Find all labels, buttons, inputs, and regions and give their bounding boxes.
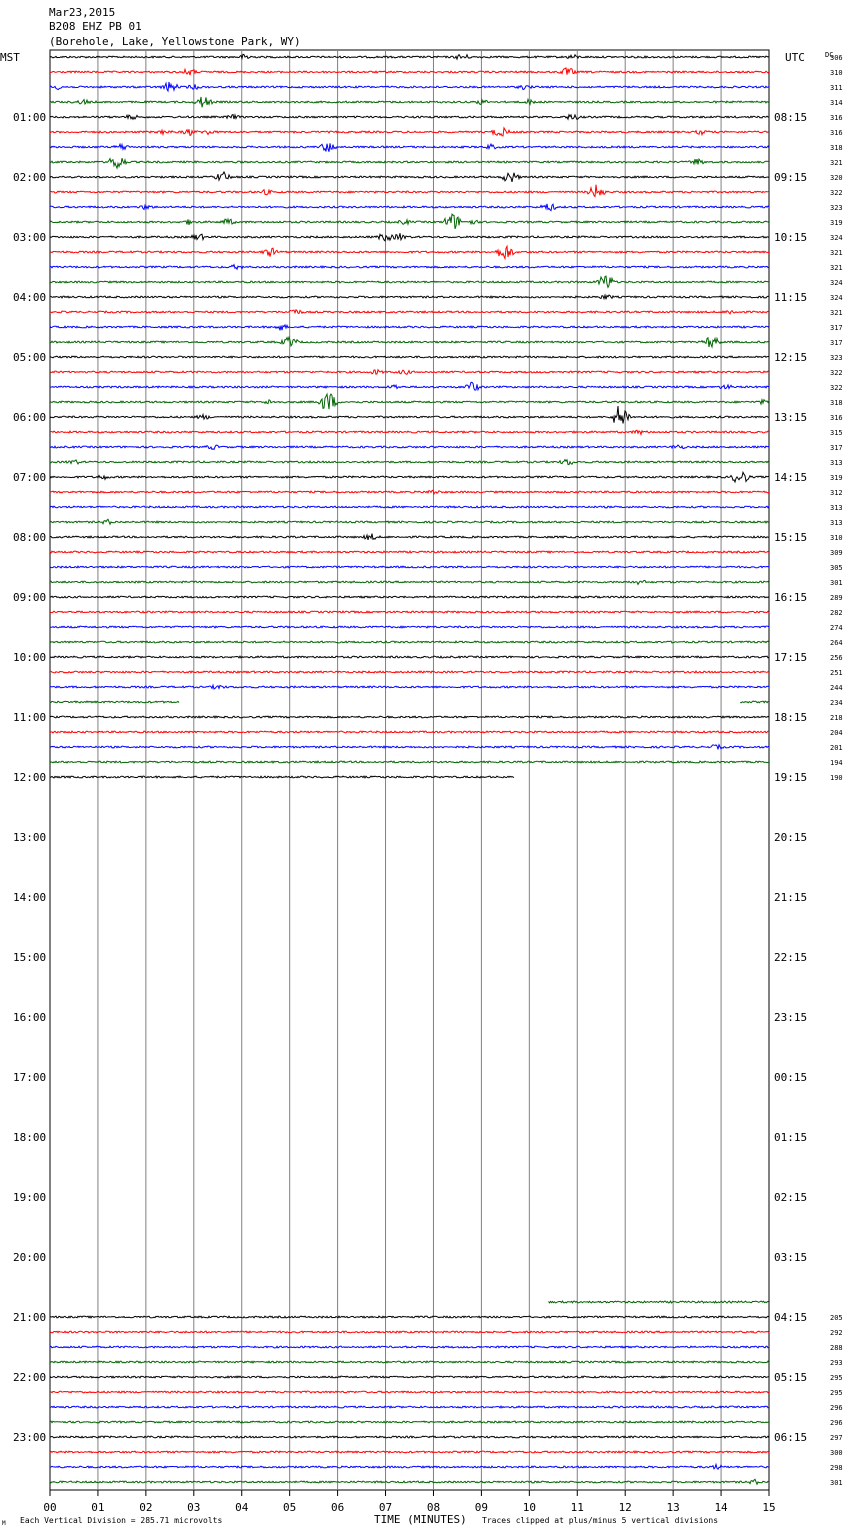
- seismic-trace: [50, 158, 769, 168]
- dc-value-label: 318: [830, 144, 843, 152]
- mst-hour-label: 09:00: [13, 591, 47, 604]
- x-tick-label: 09: [474, 1501, 489, 1514]
- x-tick-label: 07: [378, 1501, 393, 1514]
- utc-hour-label: 17:15: [774, 651, 808, 664]
- seismic-trace: [50, 1331, 769, 1333]
- utc-hour-label: 03:15: [774, 1251, 808, 1264]
- seismic-trace: [50, 701, 179, 703]
- seismic-trace: [50, 185, 769, 197]
- trace-group: [50, 54, 769, 1484]
- seismic-trace: [50, 685, 769, 689]
- seismic-trace: [50, 534, 769, 540]
- dc-value-label: 296: [830, 1419, 843, 1427]
- dc-value-label: 205: [830, 1314, 843, 1322]
- utc-hour-label: 22:15: [774, 951, 808, 964]
- seismic-trace: [50, 68, 769, 75]
- mst-hour-label: 21:00: [13, 1311, 47, 1324]
- corner-mark: M: [2, 1520, 6, 1527]
- seismic-trace: [50, 394, 769, 409]
- dc-value-label: 323: [830, 204, 843, 212]
- mst-hour-label: 11:00: [13, 711, 47, 724]
- dc-value-label: 324: [830, 294, 843, 302]
- dc-value-label: 322: [830, 189, 843, 197]
- mst-hour-label: 07:00: [13, 471, 47, 484]
- dc-value-label: 316: [830, 114, 843, 122]
- dc-value-label: 300: [830, 1449, 843, 1457]
- seismic-trace: [50, 445, 769, 449]
- utc-hour-label: 08:15: [774, 111, 808, 124]
- seismic-trace: [50, 82, 769, 91]
- x-axis: [43, 1490, 775, 1514]
- mst-hour-label: 10:00: [13, 651, 47, 664]
- x-tick-label: 03: [187, 1501, 201, 1514]
- dc-value-labels: [830, 54, 843, 1487]
- mst-hour-label: 23:00: [13, 1431, 47, 1444]
- utc-hour-label: 04:15: [774, 1311, 808, 1324]
- dc-value-label: 295: [830, 1374, 843, 1382]
- dc-value-label: 264: [830, 639, 843, 647]
- dc-value-label: 322: [830, 369, 843, 377]
- seismic-trace: [50, 551, 769, 553]
- x-tick-label: 05: [283, 1501, 297, 1514]
- utc-hour-label: 21:15: [774, 891, 808, 904]
- dc-value-label: 194: [830, 759, 843, 767]
- dc-value-label: 321: [830, 264, 843, 272]
- mst-hour-label: 14:00: [13, 891, 47, 904]
- dc-value-label: 317: [830, 444, 843, 452]
- mst-hour-label: 22:00: [13, 1371, 47, 1384]
- dc-value-label: 321: [830, 309, 843, 317]
- x-tick-label: 08: [426, 1501, 441, 1514]
- mst-hour-label: 08:00: [13, 531, 47, 544]
- dc-value-label: 295: [830, 1389, 843, 1397]
- seismic-trace: [50, 1406, 769, 1408]
- mst-hour-label: 02:00: [13, 171, 47, 184]
- dc-value-label: 317: [830, 339, 843, 347]
- seismic-trace: [549, 1301, 769, 1303]
- seismic-trace: [50, 265, 769, 270]
- utc-hour-label: 13:15: [774, 411, 808, 424]
- utc-hour-label: 23:15: [774, 1011, 808, 1024]
- utc-hour-label: 18:15: [774, 711, 808, 724]
- dc-value-label: 251: [830, 669, 843, 677]
- dc-value-label: 293: [830, 1359, 843, 1367]
- seismic-trace: [50, 233, 769, 241]
- seismic-trace: [50, 128, 769, 136]
- dc-value-label: 324: [830, 279, 843, 287]
- x-tick-label: 02: [139, 1501, 153, 1514]
- dc-value-label: 318: [830, 399, 843, 407]
- seismic-trace: [50, 214, 769, 229]
- dc-value-label: 234: [830, 699, 843, 707]
- x-axis-title: TIME (MINUTES): [374, 1513, 467, 1526]
- seismic-trace: [50, 337, 769, 347]
- seismic-trace: [50, 776, 514, 778]
- seismic-trace: [50, 506, 769, 508]
- x-tick-label: 14: [714, 1501, 728, 1514]
- seismic-trace: [50, 204, 769, 211]
- dc-value-label: 315: [830, 429, 843, 437]
- dc-value-label: 301: [830, 1479, 843, 1487]
- x-tick-label: 06: [330, 1501, 345, 1514]
- mst-hour-label: 15:00: [13, 951, 47, 964]
- dc-value-label: 319: [830, 219, 843, 227]
- seismic-trace: [50, 626, 769, 628]
- mst-hour-label: 12:00: [13, 771, 47, 784]
- dc-value-label: 320: [830, 174, 843, 182]
- seismic-trace: [50, 716, 769, 718]
- dc-value-label: 292: [830, 1329, 843, 1337]
- mst-hour-label: 05:00: [13, 351, 47, 364]
- utc-hour-label: 11:15: [774, 291, 808, 304]
- dc-header-label: DC: [825, 51, 834, 59]
- dc-value-label: 288: [830, 1344, 843, 1352]
- dc-value-label: 311: [830, 84, 843, 92]
- seismic-trace: [50, 490, 769, 494]
- dc-value-label: 256: [830, 654, 843, 662]
- dc-value-label: 321: [830, 249, 843, 257]
- utc-hour-label: 05:15: [774, 1371, 808, 1384]
- dc-value-label: 313: [830, 459, 843, 467]
- dc-value-label: 313: [830, 504, 843, 512]
- dc-value-label: 301: [830, 579, 843, 587]
- dc-value-label: 218: [830, 714, 843, 722]
- dc-value-label: 317: [830, 324, 843, 332]
- dc-value-label: 316: [830, 129, 843, 137]
- mst-hour-label: 01:00: [13, 111, 47, 124]
- dc-value-label: 319: [830, 474, 843, 482]
- dc-value-label: 190: [830, 774, 843, 782]
- dc-value-label: 306: [830, 54, 843, 62]
- utc-hour-label: 02:15: [774, 1191, 808, 1204]
- seismic-trace: [50, 356, 769, 358]
- dc-value-label: 316: [830, 414, 843, 422]
- seismic-trace: [50, 246, 769, 258]
- mst-hour-label: 19:00: [13, 1191, 47, 1204]
- seismic-trace: [50, 580, 769, 584]
- seismic-trace: [50, 641, 769, 643]
- seismic-trace: [50, 325, 769, 331]
- utc-axis-label: UTC: [785, 51, 805, 64]
- seismic-trace: [50, 143, 769, 151]
- utc-hour-label: 14:15: [774, 471, 808, 484]
- seismic-trace: [50, 1464, 769, 1469]
- date-label: Mar23,2015: [49, 6, 116, 19]
- x-tick-label: 12: [618, 1501, 632, 1514]
- seismic-trace: [50, 115, 769, 120]
- seismic-trace: [50, 1376, 769, 1378]
- minute-gridlines: [98, 50, 721, 1490]
- seismic-trace: [50, 310, 769, 314]
- dc-value-label: 313: [830, 519, 843, 527]
- dc-value-label: 274: [830, 624, 843, 632]
- seismic-trace: [50, 382, 769, 390]
- seismic-trace: [50, 54, 769, 59]
- seismic-trace: [50, 671, 769, 673]
- seismic-trace: [50, 1479, 769, 1484]
- x-tick-label: 00: [43, 1501, 57, 1514]
- utc-hour-label: 19:15: [774, 771, 808, 784]
- mst-hour-label: 03:00: [13, 231, 47, 244]
- x-tick-label: 11: [570, 1501, 584, 1514]
- mst-hour-label: 16:00: [13, 1011, 47, 1024]
- dc-value-label: 321: [830, 159, 843, 167]
- seismic-trace: [50, 745, 769, 750]
- x-tick-label: 10: [522, 1501, 536, 1514]
- dc-value-label: 296: [830, 1404, 843, 1412]
- mst-hour-label: 18:00: [13, 1131, 47, 1144]
- seismic-trace: [50, 1421, 769, 1423]
- utc-hour-label: 12:15: [774, 351, 808, 364]
- seismic-trace: [740, 701, 768, 703]
- dc-value-label: 282: [830, 609, 843, 617]
- seismic-trace: [50, 596, 769, 598]
- utc-hour-label: 15:15: [774, 531, 808, 544]
- seismic-trace: [50, 295, 769, 299]
- seismic-trace: [50, 430, 769, 434]
- dc-value-label: 204: [830, 729, 843, 737]
- x-tick-label: 13: [666, 1501, 680, 1514]
- location-label: (Borehole, Lake, Yellowstone Park, WY): [49, 35, 301, 48]
- mst-hour-label: 20:00: [13, 1251, 47, 1264]
- seismic-trace: [50, 97, 769, 107]
- seismic-trace: [50, 1451, 769, 1453]
- seismic-trace: [50, 731, 769, 733]
- seismic-trace: [50, 1316, 769, 1318]
- seismic-trace: [50, 472, 769, 482]
- utc-hour-label: 01:15: [774, 1131, 808, 1144]
- mst-axis-label: MST: [0, 51, 20, 64]
- dc-value-label: 201: [830, 744, 843, 752]
- dc-value-label: 314: [830, 99, 843, 107]
- utc-hour-label: 09:15: [774, 171, 808, 184]
- x-tick-label: 04: [235, 1501, 249, 1514]
- seismic-trace: [50, 566, 769, 568]
- seismic-trace: [50, 1361, 769, 1363]
- dc-value-label: 309: [830, 549, 843, 557]
- seismic-trace: [50, 276, 769, 287]
- dc-value-label: 244: [830, 684, 843, 692]
- seismic-trace: [50, 656, 769, 658]
- seismic-trace: [50, 406, 769, 424]
- dc-value-label: 298: [830, 1464, 843, 1472]
- x-tick-label: 15: [762, 1501, 776, 1514]
- mst-hour-label: 06:00: [13, 411, 47, 424]
- utc-hour-label: 10:15: [774, 231, 808, 244]
- dc-value-label: 310: [830, 534, 843, 542]
- dc-value-label: 305: [830, 564, 843, 572]
- utc-hour-label: 06:15: [774, 1431, 808, 1444]
- clip-note: Traces clipped at plus/minus 5 vertical divisions: [482, 1516, 719, 1525]
- x-tick-label: 01: [91, 1501, 105, 1514]
- scale-note: Each Vertical Division = 285.71 microvolts: [20, 1516, 223, 1525]
- utc-hour-label: 00:15: [774, 1071, 808, 1084]
- utc-hour-label: 20:15: [774, 831, 808, 844]
- dc-value-label: 310: [830, 69, 843, 77]
- seismic-trace: [50, 761, 769, 763]
- dc-value-label: 324: [830, 234, 843, 242]
- dc-value-label: 289: [830, 594, 843, 602]
- seismic-trace: [50, 1391, 769, 1393]
- dc-value-label: 312: [830, 489, 843, 497]
- mst-hour-label: 13:00: [13, 831, 47, 844]
- seismic-trace: [50, 519, 769, 524]
- dc-value-label: 323: [830, 354, 843, 362]
- mst-hour-label: 04:00: [13, 291, 47, 304]
- dc-value-label: 297: [830, 1434, 843, 1442]
- seismic-trace: [50, 611, 769, 613]
- station-label: B208 EHZ PB 01: [49, 20, 142, 33]
- seismic-trace: [50, 460, 769, 465]
- dc-value-label: 322: [830, 384, 843, 392]
- seismic-trace: [50, 172, 769, 182]
- mst-hour-label: 17:00: [13, 1071, 47, 1084]
- seismic-trace: [50, 1436, 769, 1438]
- seismic-trace: [50, 1346, 769, 1348]
- seismic-trace: [50, 370, 769, 375]
- utc-hour-label: 16:15: [774, 591, 808, 604]
